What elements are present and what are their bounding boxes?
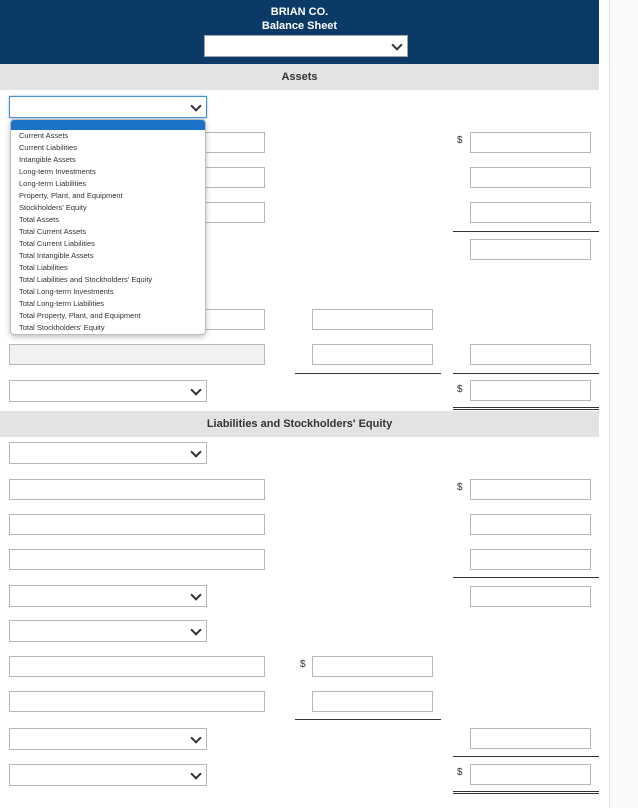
amount-input[interactable] <box>470 344 591 365</box>
amount-input[interactable] <box>470 514 591 535</box>
amount-input[interactable] <box>470 764 591 785</box>
section-title: Assets <box>281 71 318 83</box>
amount-input[interactable] <box>312 344 433 365</box>
double-underline <box>453 407 599 410</box>
amount-input[interactable] <box>470 380 591 401</box>
dropdown-option[interactable]: Property, Plant, and Equipment <box>19 191 123 200</box>
chevron-down-icon <box>391 39 402 50</box>
underline <box>453 577 599 578</box>
dropdown-option[interactable]: Total Property, Plant, and Equipment <box>19 311 141 320</box>
amount-input[interactable] <box>470 728 591 749</box>
account-name-input[interactable] <box>205 132 265 153</box>
dropdown-option[interactable]: Total Stockholders' Equity <box>19 323 105 332</box>
account-name-input[interactable] <box>9 514 265 535</box>
dropdown-option[interactable]: Long-term Liabilities <box>19 179 87 188</box>
dollar-sign: $ <box>457 384 463 395</box>
chevron-down-icon <box>190 589 201 600</box>
dropdown-option[interactable]: Total Liabilities and Stockholders' Equity <box>19 275 153 284</box>
dollar-sign: $ <box>457 135 463 146</box>
section-title: Liabilities and Stockholders' Equity <box>206 418 393 430</box>
account-name-input[interactable] <box>9 549 265 570</box>
account-name-input[interactable] <box>205 167 265 188</box>
dollar-sign: $ <box>300 659 306 670</box>
dropdown-option[interactable]: Total Current Assets <box>19 227 87 236</box>
chevron-down-icon <box>190 446 201 457</box>
amount-input[interactable] <box>470 202 591 223</box>
classification-select[interactable] <box>9 380 207 402</box>
chevron-down-icon <box>190 624 201 635</box>
classification-select[interactable] <box>9 585 207 607</box>
dropdown-option[interactable]: Total Long-term Liabilities <box>19 299 105 308</box>
amount-input[interactable] <box>312 309 433 330</box>
dropdown-option[interactable]: Intangible Assets <box>19 155 76 164</box>
amount-input[interactable] <box>470 239 591 260</box>
date-select[interactable] <box>204 35 408 57</box>
company-name: BRIAN CO. <box>270 6 329 18</box>
dollar-sign: $ <box>457 767 463 778</box>
classification-select-active[interactable] <box>9 96 207 118</box>
amount-input[interactable] <box>470 549 591 570</box>
dropdown-option[interactable]: Current Assets <box>19 131 69 140</box>
dropdown-option[interactable]: Total Current Liabilities <box>19 239 95 248</box>
amount-input[interactable] <box>470 167 591 188</box>
account-name-input[interactable] <box>9 691 265 712</box>
amount-input[interactable] <box>312 656 433 677</box>
scrollbar-track[interactable] <box>609 0 638 808</box>
dropdown-option[interactable]: Total Long-term Investments <box>19 287 114 296</box>
account-name-input[interactable] <box>9 656 265 677</box>
liabilities-section-header <box>0 411 599 437</box>
dollar-sign: $ <box>457 482 463 493</box>
chevron-down-icon <box>190 100 201 111</box>
dropdown-option[interactable]: Current Liabilities <box>19 143 77 152</box>
underline <box>453 231 599 232</box>
amount-input[interactable] <box>470 586 591 607</box>
classification-select[interactable] <box>9 764 207 786</box>
chevron-down-icon <box>190 384 201 395</box>
amount-input[interactable] <box>470 132 591 153</box>
amount-input[interactable] <box>470 479 591 500</box>
dropdown-option[interactable]: Total Liabilities <box>19 263 68 272</box>
underline <box>295 719 441 720</box>
account-name-input[interactable] <box>205 309 265 330</box>
account-name-input[interactable] <box>9 479 265 500</box>
double-underline <box>453 791 599 794</box>
classification-select[interactable] <box>9 442 207 464</box>
classification-select[interactable] <box>9 620 207 642</box>
dropdown-option[interactable]: Long-term Investments <box>19 167 96 176</box>
amount-input[interactable] <box>312 691 433 712</box>
classification-select[interactable] <box>9 728 207 750</box>
classification-dropdown-list <box>10 119 206 335</box>
dropdown-option[interactable]: Total Assets <box>19 215 60 224</box>
dropdown-option[interactable]: Stockholders' Equity <box>19 203 87 212</box>
underline <box>453 373 599 374</box>
account-name-input[interactable] <box>205 202 265 223</box>
statement-title: Balance Sheet <box>261 20 338 32</box>
chevron-down-icon <box>190 732 201 743</box>
chevron-down-icon <box>190 768 201 779</box>
dropdown-highlighted-option[interactable] <box>11 120 205 130</box>
assets-section-header <box>0 64 599 90</box>
account-name-input[interactable] <box>9 344 265 365</box>
underline <box>453 756 599 757</box>
underline <box>295 373 441 374</box>
dropdown-option[interactable]: Total Intangible Assets <box>19 251 94 260</box>
